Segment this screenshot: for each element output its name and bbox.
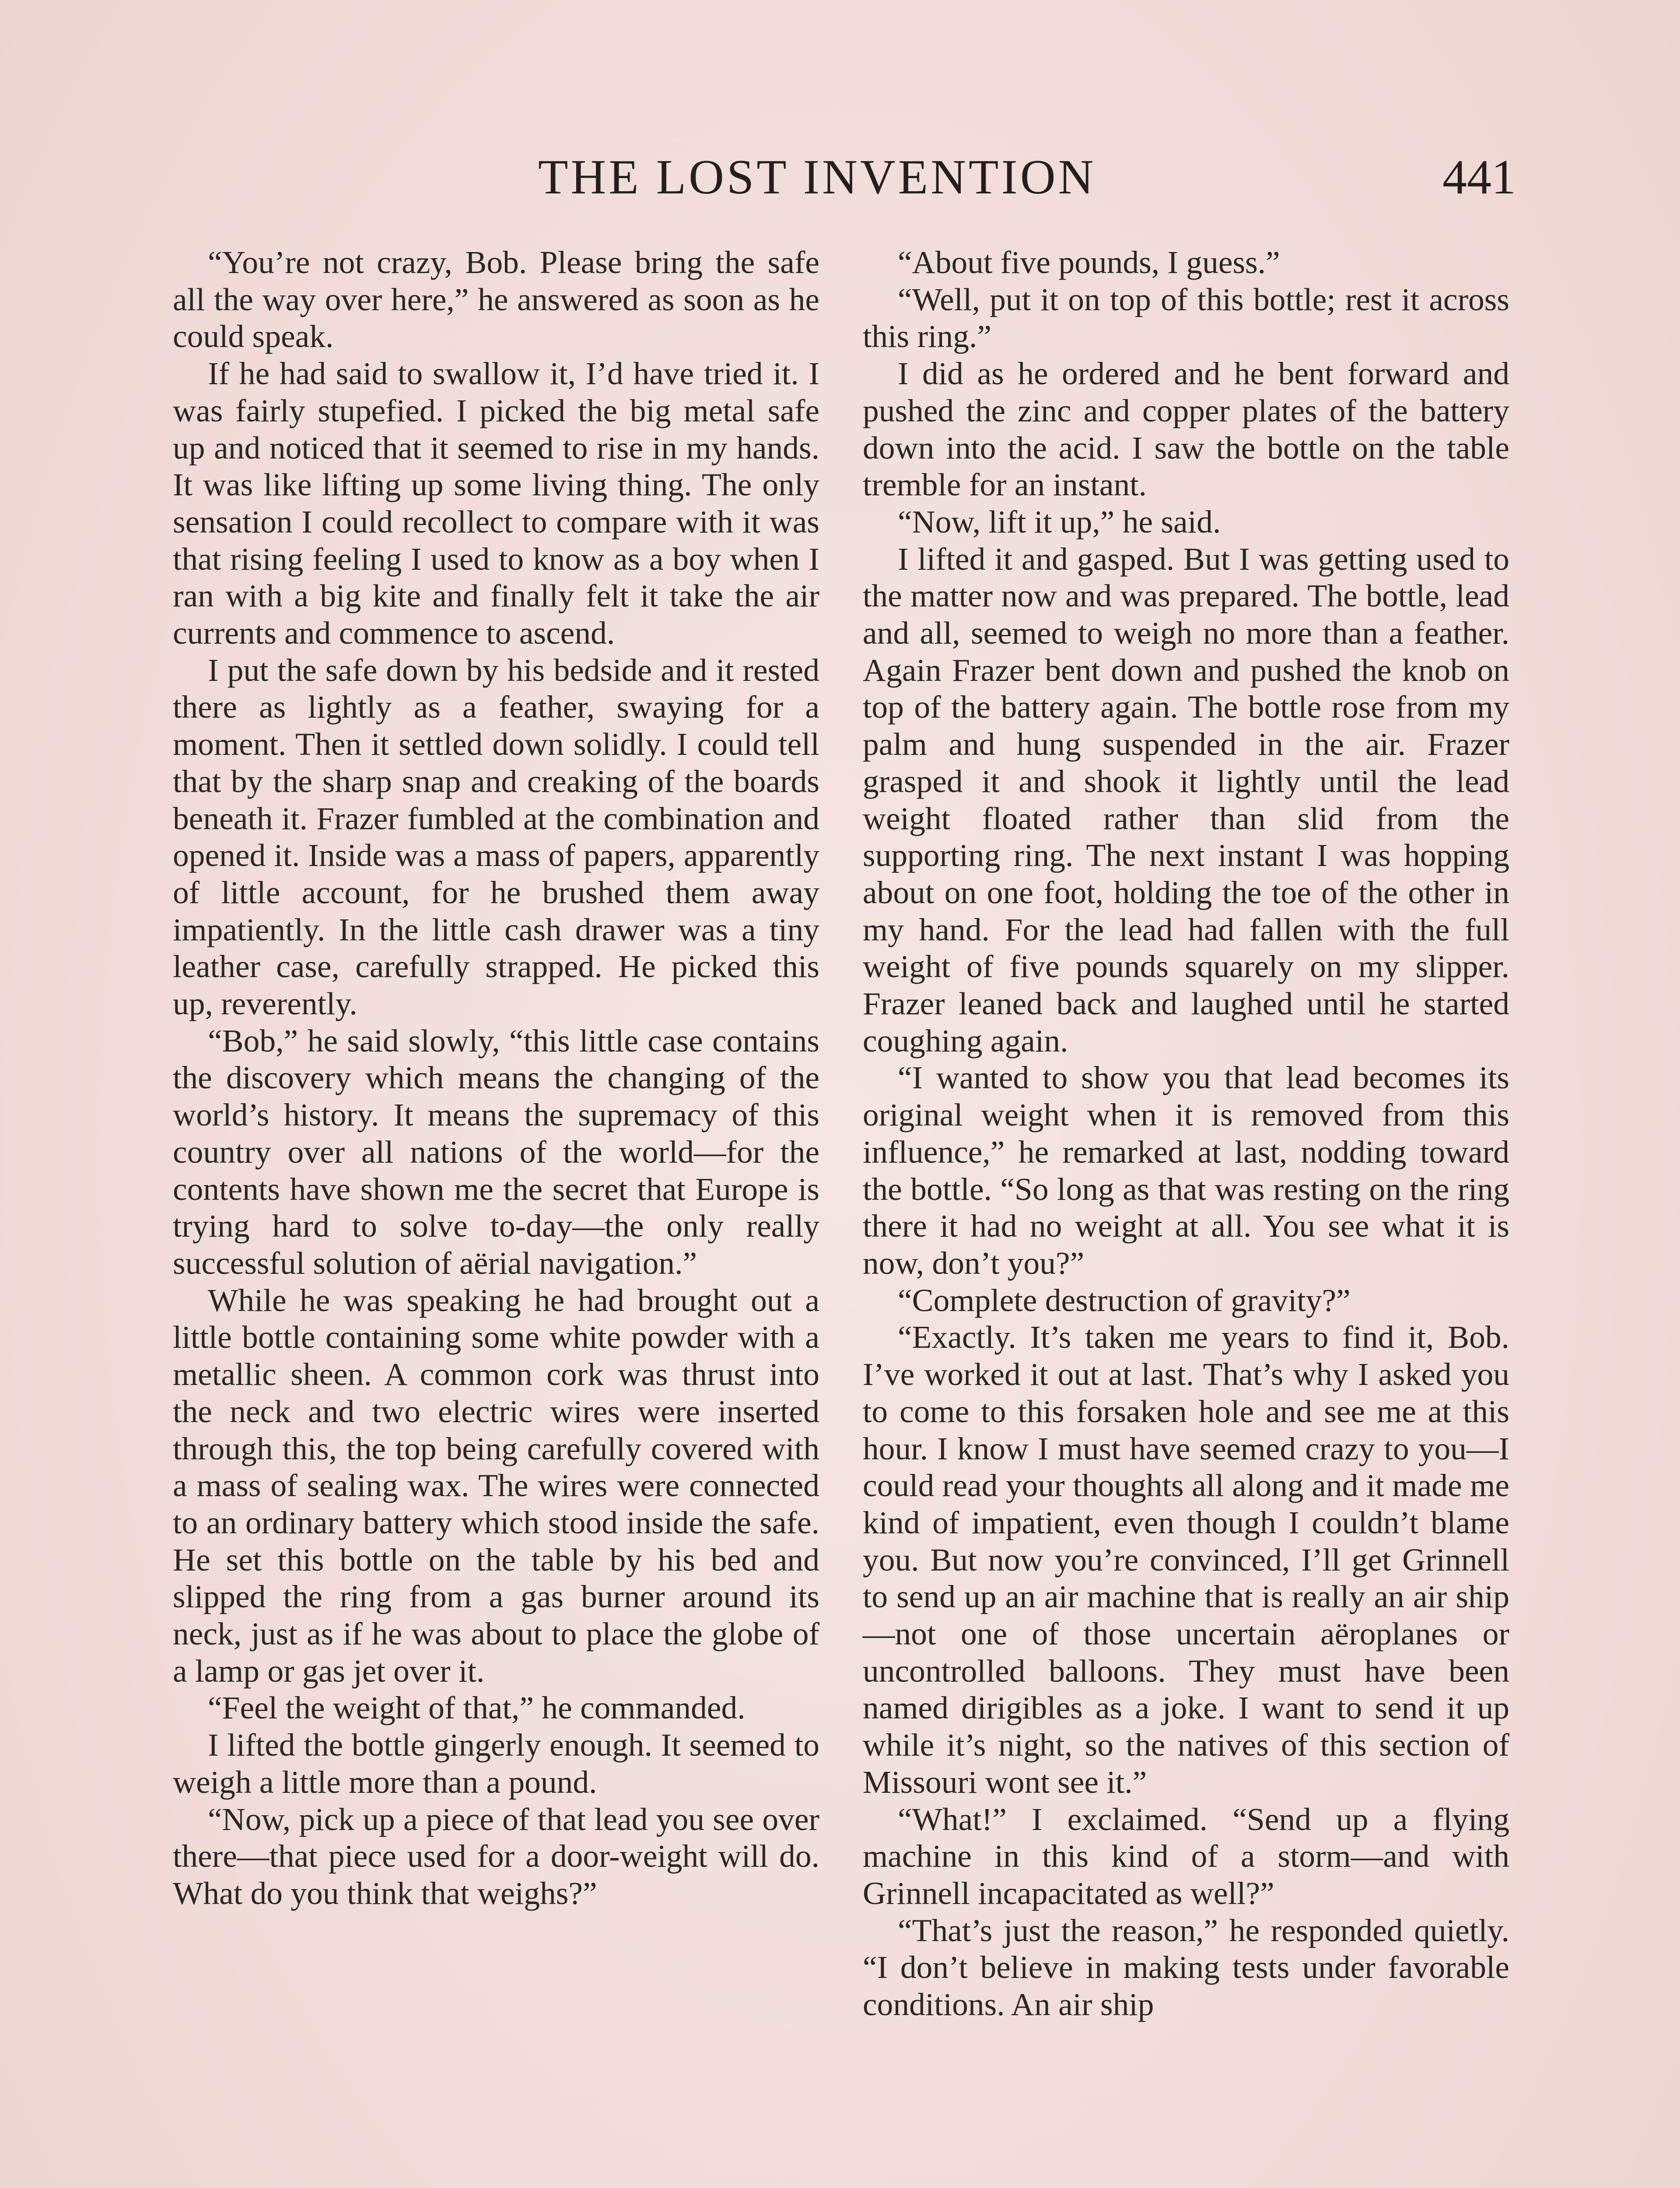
paragraph: “Feel the weight of that,” he commanded.: [208, 1690, 746, 1726]
paragraph: “Complete destruction of gravity?”: [898, 1282, 1351, 1318]
page-header: [173, 144, 1516, 214]
paragraph: “Exactly. It’s taken me years to find it, Bob. I’ve worked it out at last. That’s why I asked you to come to this forsaken hole and see me at this hour. I know I must have seemed crazy to you—I could read your thoughts all along and it made me kind of impatient, even though I couldn’t blame you. But now you’re convinced, I’ll get Grinnell to send up an air machine that is really an air ship—not one of those uncertain aëroplanes or uncontrolled balloons. They must have been named dirigibles as a joke. I want to send it up while it’s night, so the natives of this section of Missouri wont see it.”: [863, 1319, 1509, 1800]
left-column: [173, 244, 819, 1912]
running-title: THE LOST INVENTION: [538, 150, 1096, 204]
paragraph: “Now, pick up a piece of that lead you see over there—that piece used for a door-weight will do. What do you think that weighs?”: [173, 1801, 819, 1911]
right-column: [863, 244, 1509, 2023]
page-number: 441: [1442, 150, 1516, 204]
paragraph: “Now, lift it up,” he said.: [898, 504, 1221, 540]
paragraph: I did as he ordered and he bent forward and pushed the zinc and copper plates of the battery down into the acid. I saw the bottle on the table tremble for an instant.: [863, 356, 1509, 503]
paragraph: I lifted it and gasped. But I was getting used to the matter now and was prepared. The bottle, lead and all, seemed to weigh no more than a feather. Again Frazer bent down and pushed the knob on top of the battery again. The bottle rose from my palm and hung suspended in the air. Frazer grasped it and shook it lightly until the lead weight floated rather than slid from the supporting ring. The next instant I was hopping about on one foot, holding the toe of the other in my hand. For the lead had fallen with the full weight of five pounds squarely on my slipper. Frazer leaned back and laughed until he started coughing again.: [863, 541, 1509, 1059]
paragraph: “That’s just the reason,” he responded quietly. “I don’t believe in making tests under favorable conditions. An air ship: [863, 1912, 1509, 2023]
paragraph: “Bob,” he said slowly, “this little case contains the discovery which means the changing of the world’s history. It means the supremacy of this country over all nations of the world—for the contents have shown me the secret that Europe is trying hard to solve to-day—the only really successful solution of aërial navigation.”: [173, 1023, 819, 1281]
paragraph: “I wanted to show you that lead becomes its original weight when it is removed from this influence,” he remarked at last, nodding toward the bottle. “So long as that was resting on the ring there it had no weight at all. You see what it is now, don’t you?”: [863, 1060, 1509, 1281]
paragraph: I put the safe down by his bedside and it rested there as lightly as a feather, swaying for a moment. Then it settled down solidly. I could tell that by the sharp snap and creaking of the boards beneath it. Frazer fumbled at the combination and opened it. Inside was a mass of papers, apparently of little account, for he brushed them away impatiently. In the little cash drawer was a tiny leather case, carefully strapped. He picked this up, reverently.: [173, 652, 819, 1022]
paragraph: “Well, put it on top of this bottle; rest it across this ring.”: [863, 281, 1509, 354]
paragraph: I lifted the bottle gingerly enough. It seemed to weigh a little more than a pound.: [173, 1727, 819, 1800]
paragraph: If he had said to swallow it, I’d have tried it. I was fairly stupefied. I picked the big metal safe up and noticed that it seemed to rise in my hands. It was like lifting up some living thing. The only sensation I could recollect to compare with it was that rising feeling I used to know as a boy when I ran with a big kite and finally felt it take the air currents and commence to ascend.: [173, 356, 819, 651]
paragraph: “About five pounds, I guess.”: [898, 245, 1280, 280]
paragraph: “What!” I exclaimed. “Send up a flying machine in this kind of a storm—and with Grinnell incapacitated as well?”: [863, 1801, 1509, 1911]
paragraph: “You’re not crazy, Bob. Please bring the safe all the way over here,” he answered as soon as he could speak.: [173, 245, 819, 354]
paragraph: While he was speaking he had brought out a little bottle containing some white powder with a metallic sheen. A common cork was thrust into the neck and two electric wires were inserted through this, the top being carefully covered with a mass of sealing wax. The wires were connected to an ordinary battery which stood inside the safe. He set this bottle on the table by his bed and slipped the ring from a gas burner around its neck, just as if he was about to place the globe of a lamp or gas jet over it.: [173, 1282, 819, 1689]
